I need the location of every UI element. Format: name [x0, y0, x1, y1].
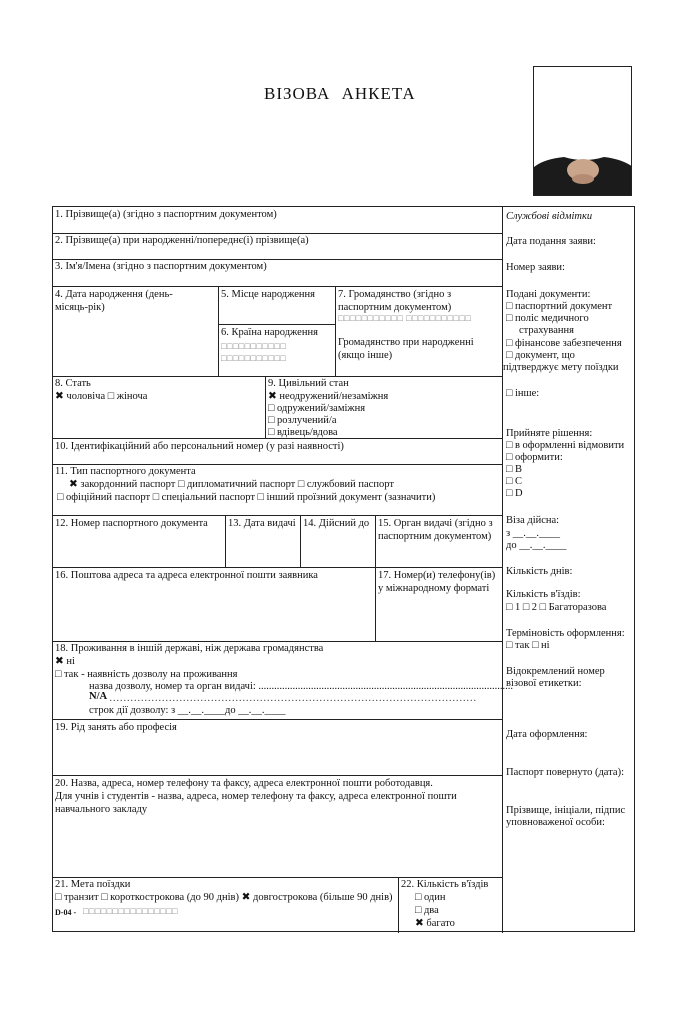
official-signature-line-1: Прізвище, ініціали, підпис [506, 805, 626, 816]
field-employer-line-3: навчального закладу [55, 804, 148, 815]
field-birth-surname[interactable]: 2. Прізвище(а) при народженні/попереднє(і) прізвище(а) [55, 235, 309, 246]
entries-option-two[interactable]: □ два [415, 905, 439, 916]
applicant-photo [533, 66, 632, 196]
field-issue-date[interactable]: 13. Дата видачі [228, 518, 296, 529]
official-decision-d[interactable]: □ D [506, 488, 523, 499]
photo-silhouette [534, 67, 632, 196]
citizenship-boxes: □□□□□□□□□□□ □□□□□□□□□□□ [338, 313, 472, 323]
field-citizenship[interactable]: 7. Громадянство (згідно з паспортним документом) [338, 289, 452, 313]
marital-option-widowed[interactable]: □ вдівець/вдова [268, 427, 338, 438]
trip-purpose-options[interactable]: □ транзит □ короткострокова (до 90 днів) ✖ довгострокова (більше 90 днів) [55, 892, 393, 903]
official-doc-purpose-cont: підтверджує мету поїздки [503, 362, 619, 373]
field-entries: 22. Кількість в'їздів [401, 879, 489, 890]
official-passport-returned: Паспорт повернуто (дата): [506, 767, 624, 778]
official-doc-passport[interactable]: □ паспортний документ [506, 301, 613, 312]
field-given-names[interactable]: 3. Ім'я/Імена (згідно з паспортним документом) [55, 261, 267, 272]
official-date-submitted: Дата подання заяви: [506, 236, 596, 247]
field-phone[interactable]: 17. Номер(и) телефону(ів) у міжнародному форматі [378, 570, 496, 594]
official-valid-to[interactable]: до __.__.____ [506, 540, 567, 551]
trip-code: D-04 - [55, 908, 77, 917]
entries-option-one[interactable]: □ один [415, 892, 446, 903]
official-issue-date: Дата оформлення: [506, 729, 588, 740]
official-decision-header: Прийняте рішення: [506, 428, 593, 439]
residence-permit-value: N/A [89, 691, 108, 702]
residence-dotted-line: …………………………………………………………………………………………… [109, 693, 477, 704]
field-surname[interactable]: 1. Прізвище(а) (згідно з паспортним документом) [55, 209, 277, 220]
field-issuing-authority[interactable]: 15. Орган видачі (згідно з паспортним документом) [378, 518, 493, 542]
field-employer-line-2: Для учнів і студентів - назва, адреса, номер телефону та факсу, адреса електронної пошти [55, 791, 457, 802]
official-header: Службові відмітки [506, 211, 593, 222]
official-other[interactable]: □ інше: [506, 388, 540, 399]
field-employer-line-1[interactable]: 20. Назва, адреса, номер телефону та факсу, адреса електронної пошти роботодавця. [55, 778, 433, 789]
field-birth-place[interactable]: 5. Місце народження [221, 289, 315, 300]
official-doc-insurance-cont: страхування [519, 325, 574, 336]
official-decision-c[interactable]: □ C [506, 476, 522, 487]
official-urgency-header: Терміновість оформлення: [506, 628, 625, 639]
entries-option-multiple[interactable]: ✖ багато [415, 918, 455, 929]
field-sex: 8. Стать [55, 378, 91, 389]
field-address-email[interactable]: 16. Поштова адреса та адреса електронної пошти заявника [55, 570, 318, 581]
visa-form [52, 206, 635, 932]
field-residence: 18. Проживання в іншій державі, ніж держава громадянства [55, 643, 324, 654]
passport-type-line-2[interactable]: □ офіційний паспорт □ спеціальний паспорт □ інший проїзний документ (зазначити) [57, 492, 436, 503]
birth-country-boxes-2: □□□□□□□□□□□ [221, 353, 287, 363]
residence-option-no[interactable]: ✖ ні [55, 656, 75, 667]
field-passport-type: 11. Тип паспортного документа [55, 466, 196, 477]
official-doc-purpose[interactable]: □ документ, що [506, 350, 575, 361]
official-entries-options[interactable]: □ 1 □ 2 □ Багаторазова [506, 602, 607, 613]
official-doc-financial[interactable]: □ фінансове забезпечення [506, 338, 622, 349]
official-sticker-line-2: візової етикетки: [506, 678, 582, 689]
residence-permit-line[interactable]: назва дозволу, номер та орган видачі: ................................................................................................. [89, 681, 514, 692]
official-signature-line-2: уповноваженої особи: [506, 817, 605, 828]
official-days: Кількість днів: [506, 566, 573, 577]
field-trip-purpose: 21. Мета поїздки [55, 879, 131, 890]
passport-type-line-1[interactable]: ✖ закордонний паспорт □ дипломатичний паспорт □ службовий паспорт [69, 479, 394, 490]
trip-code-boxes: □□□□□□□□□□□□□□□□ [83, 906, 178, 916]
official-docs-header: Подані документи: [506, 289, 591, 300]
official-entries-header: Кількість в'їздів: [506, 589, 581, 600]
field-occupation[interactable]: 19. Рід занять або професія [55, 722, 177, 733]
official-decision-issue[interactable]: □ оформити: [506, 452, 563, 463]
official-urgency-options[interactable]: □ так □ ні [506, 640, 550, 651]
official-sticker-line-1: Відокремлений номер [506, 666, 605, 677]
field-valid-until[interactable]: 14. Дійсний до [303, 518, 370, 529]
marital-option-married[interactable]: □ одружений/заміжня [268, 403, 366, 414]
official-valid-header: Віза дійсна: [506, 515, 560, 526]
residence-option-yes[interactable]: □ так - наявність дозволу на проживання [55, 669, 238, 680]
sex-options[interactable]: ✖ чоловіча □ жіноча [55, 391, 148, 402]
field-birth-date[interactable]: 4. Дата народження (день-місяць-рік) [55, 289, 173, 313]
official-doc-insurance[interactable]: □ поліс медичного [506, 313, 589, 324]
marital-option-single[interactable]: ✖ неодружений/незаміжня [268, 391, 389, 402]
birth-country-boxes-1: □□□□□□□□□□□ [221, 341, 287, 351]
marital-option-divorced[interactable]: □ розлучений/а [268, 415, 337, 426]
official-decision-refuse[interactable]: □ в оформленні відмовити [506, 440, 625, 451]
field-personal-id[interactable]: 10. Ідентифікаційний або персональний номер (у разі наявності) [55, 441, 344, 452]
official-decision-b[interactable]: □ B [506, 464, 522, 475]
field-marital-status: 9. Цивільний стан [268, 378, 349, 389]
field-passport-number[interactable]: 12. Номер паспортного документа [55, 518, 208, 529]
form-title: ВІЗОВА АНКЕТА [264, 84, 416, 103]
field-birth-citizenship[interactable]: Громадянство при народженні (якщо інше) [338, 337, 474, 361]
field-birth-country[interactable]: 6. Країна народження [221, 327, 318, 338]
official-app-number: Номер заяви: [506, 262, 565, 273]
official-valid-from[interactable]: з __.__.____ [506, 528, 561, 539]
residence-validity[interactable]: строк дії дозволу: з __.__.____до __.__.____ [89, 705, 286, 716]
